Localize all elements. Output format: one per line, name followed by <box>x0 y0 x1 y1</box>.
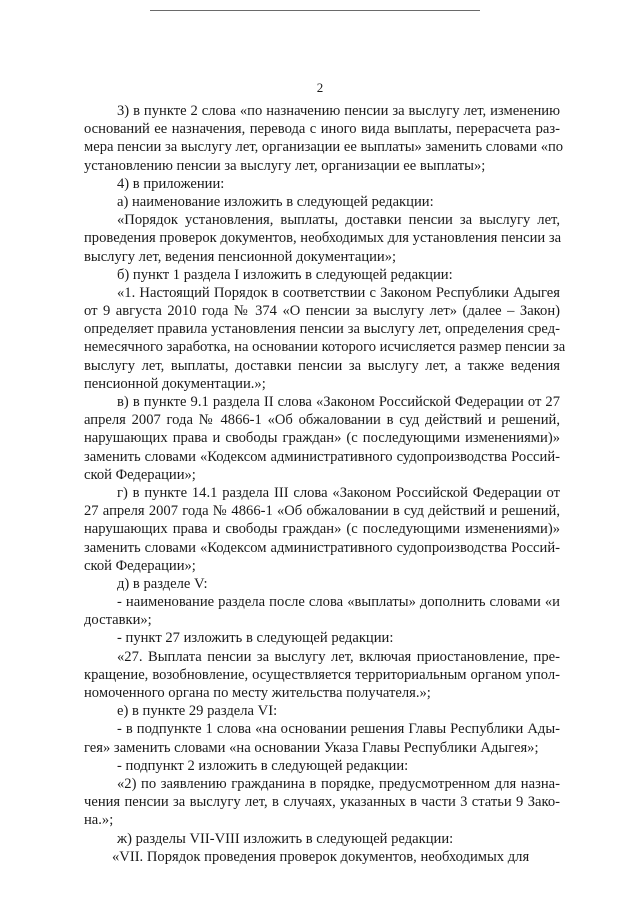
text-line: установлению пенсии за выслугу лет, организации ее выплаты»; <box>84 157 486 174</box>
text-line: нарушающих права и свободы граждан» (с последующими изменениями)» <box>84 430 560 447</box>
text-line: - пункт 27 изложить в следующей редакции: <box>117 630 394 647</box>
text-line: - подпункт 2 изложить в следующей редакции: <box>117 757 409 774</box>
text-line: ской Федерации»; <box>84 557 196 574</box>
text-line: выслугу лет, выплаты, доставки пенсии за выслугу лет, а также ведения <box>84 357 560 374</box>
text-line: «VII. Порядок проведения проверок документов, необходимых для <box>112 848 530 865</box>
text-line: мера пенсии за выслугу лет, организации ее выплаты» заменить словами «по <box>84 139 564 156</box>
text-line: от 9 августа 2010 года № 374 «О пенсии за выслугу лет» (далее – Закон) <box>84 303 560 320</box>
text-line: 4) в приложении: <box>117 175 225 192</box>
text-line: а) наименование изложить в следующей редакции: <box>117 193 434 210</box>
text-line: - в подпункте 1 слова «на основании решения Главы Республики Ады- <box>117 721 560 738</box>
text-line: номоченного органа по месту жительства получателя.»; <box>84 685 431 701</box>
text-line: в) в пункте 9.1 раздела II слова «Законом Российской Федерации от 27 <box>117 394 560 410</box>
text-line: ской Федерации»; <box>84 466 196 483</box>
text-line: немесячного заработка, на основании которого исчисляется размер пенсии за <box>84 339 566 356</box>
text-line: д) в разделе V: <box>117 575 208 592</box>
text-line: чения пенсии за выслугу лет, в случаях, указанных в части 3 статьи 9 Зако- <box>84 794 560 811</box>
text-line: б) пункт 1 раздела I изложить в следующей редакции: <box>117 266 453 283</box>
text-line: заменить словами «Кодексом административного судопроизводства Россий- <box>84 539 560 556</box>
text-line: е) в пункте 29 раздела VI: <box>117 703 278 720</box>
text-line: - наименование раздела после слова «выплаты» дополнить словами «и <box>117 594 560 611</box>
text-line: гея» заменить словами «на основании Указа Главы Республики Адыгея»; <box>84 739 539 756</box>
text-line: определяет правила установления пенсии за выслугу лет, определения сред- <box>84 321 560 338</box>
text-line: оснований ее назначения, перевода с иного вида выплаты, перерасчета раз- <box>84 121 560 138</box>
text-line: проведения проверок документов, необходимых для установления пенсии за <box>84 230 562 247</box>
text-line: выслугу лет, ведения пенсионной документации»; <box>84 248 397 265</box>
text-line: апреля 2007 года № 4866-1 «Об обжаловании в суд действий и решений, <box>84 412 560 429</box>
text-line: «Порядок установления, выплаты, доставки пенсии за выслугу лет, <box>117 212 560 229</box>
document-body <box>84 102 566 866</box>
page-number: 2 <box>316 80 324 95</box>
text-line: «1. Настоящий Порядок в соответствии с Законом Республики Адыгея <box>117 284 560 301</box>
text-line: 27 апреля 2007 года № 4866-1 «Об обжаловании в суд действий и решений, <box>84 503 560 520</box>
text-line: пенсионной документации.»; <box>84 375 266 392</box>
text-line: «27. Выплата пенсии за выслугу лет, включая приостановление, пре- <box>117 648 560 665</box>
top-rule <box>150 10 480 11</box>
text-line: кращение, возобновление, осуществляется территориальным органом упол- <box>84 666 560 683</box>
text-line: доставки»; <box>84 612 152 629</box>
text-line: ж) разделы VII-VIII изложить в следующей редакции: <box>117 830 454 847</box>
text-line: 3) в пункте 2 слова «по назначению пенсии за выслугу лет, изменению <box>117 103 560 119</box>
text-line: г) в пункте 14.1 раздела III слова «Законом Российской Федерации от <box>117 484 560 501</box>
text-line: нарушающих права и свободы граждан» (с последующими изменениями)» <box>84 521 560 538</box>
text-line: «2) по заявлению гражданина в порядке, предусмотренном для назна- <box>117 775 560 792</box>
text-line: на.»; <box>84 812 114 829</box>
text-line: заменить словами «Кодексом административного судопроизводства Россий- <box>84 448 560 465</box>
